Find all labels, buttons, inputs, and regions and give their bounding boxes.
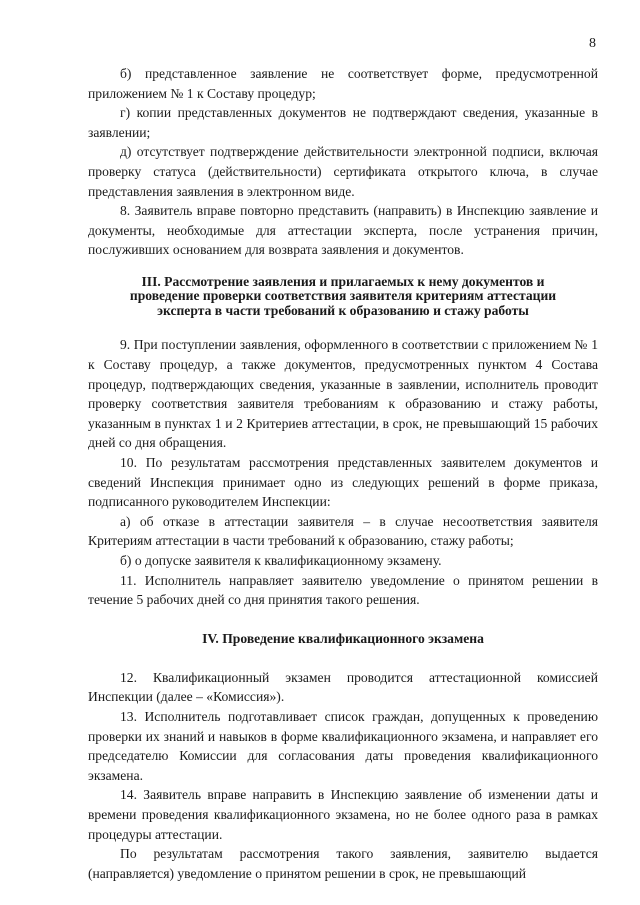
paragraph-item-d: д) отсутствует подтверждение действительности электронной подписи, включая проверку статуса (действительности) сертификата открытого ключа, в случае представления заявления в электронном виде. <box>88 144 598 199</box>
section-4-heading: IV. Проведение квалификационного экзамена <box>202 630 484 646</box>
paragraph-item-g: г) копии представленных документов не подтверждают сведения, указанные в заявлении; <box>88 105 598 140</box>
paragraph-12: 12. Квалификационный экзамен проводится аттестационной комиссией Инспекции (далее – «Комиссия»). <box>88 669 598 705</box>
paragraph-10-a: а) об отказе в аттестации заявителя – в случае несоответствия заявителя Критериям аттестации в части требований к образованию, стажу работы; <box>88 513 598 549</box>
paragraph-14: 14. Заявитель вправе направить в Инспекцию заявление об изменении даты и времени проведения квалификационного экзамена, но не более одного раза в рамках процедуры аттестации. <box>88 787 598 842</box>
paragraph-8: 8. Заявитель вправе повторно представить (направить) в Инспекцию заявление и документы, необходимые для аттестации эксперта, после устранения причин, послуживших основанием для возврата заявления и документов. <box>88 203 598 258</box>
paragraph-14-cont: По результатам рассмотрения такого заявления, заявителю выдается (направляется) уведомление о принятом решении в срок, не превышающий <box>88 846 598 881</box>
paragraph-item-b: б) представленное заявление не соответствует форме, предусмотренной приложением № 1 к Составу процедур; <box>88 66 598 101</box>
document-body <box>88 64 598 883</box>
paragraph-9: 9. При поступлении заявления, оформленного в соответствии с приложением № 1 к Составу процедур, а также документов, предусмотренных пунктом 4 Состава процедур, подтверждающих сведения, указанные в заявлении, исполнитель проводит проверку соответствия заявителя требованиям к образованию и стажу работы, указанным в пунктах 1 и 2 Критериев аттестации, в срок, не превышающий 15 рабочих дней со дня обращения. <box>88 337 598 451</box>
paragraph-10-b: б) о допуске заявителя к квалификационному экзамену. <box>120 552 442 568</box>
paragraph-11: 11. Исполнитель направляет заявителю уведомление о принятом решении в течение 5 рабочих дней со дня принятия такого решения. <box>88 572 598 608</box>
paragraph-10: 10. По результатам рассмотрения представленных заявителем документов и сведений Инспекция принимает одно из следующих решений в форме приказа, подписанного руководителем Инспекции: <box>88 455 598 510</box>
paragraph-13: 13. Исполнитель подготавливает список граждан, допущенных к проведению проверки их знаний и навыков в форме квалификационного экзамена, и направляет его председателю Комиссии для согласования даты проведения квалификационного экзамена. <box>88 708 598 783</box>
page-number: 8 <box>589 36 596 51</box>
section-3-heading: III. Рассмотрение заявления и прилагаемых к нему документов и проведение проверки соответствия заявителя критериям аттестации эксперта в части требований к образованию и стажу работы <box>129 273 557 318</box>
